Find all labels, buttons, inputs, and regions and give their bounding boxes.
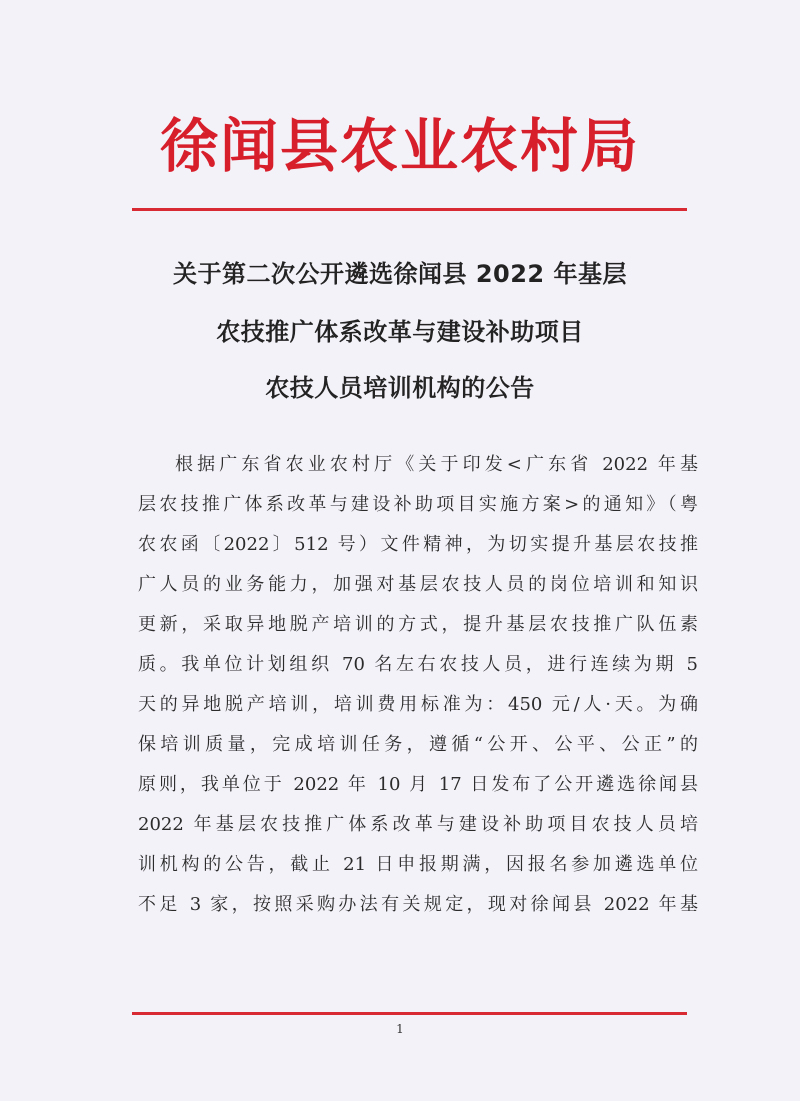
body-line-9: 原则，我单位于 2022 年 10 月 17 日发布了公开遴选徐闻县: [138, 774, 698, 795]
body-line-12: 不足 3 家，按照采购办法有关规定，现对徐闻县 2022 年基: [138, 894, 698, 915]
body-line-7: 天的异地脱产培训，培训费用标准为：450 元/人·天。为确: [138, 694, 698, 715]
agency-letterhead: 徐闻县农业农村局: [159, 112, 640, 180]
notice-title-line-3: 农技人员培训机构的公告: [265, 374, 535, 402]
body-line-5: 更新，采取异地脱产培训的方式，提升基层农技推广队伍素: [138, 614, 698, 635]
page-number: 1: [396, 1022, 404, 1036]
body-line-6: 质。我单位计划组织 70 名左右农技人员，进行连续为期 5: [138, 654, 698, 675]
body-line-8: 保培训质量，完成培训任务，遵循“公开、公平、公正”的: [138, 734, 698, 755]
body-line-10: 2022 年基层农技推广体系改革与建设补助项目农技人员培: [138, 814, 698, 835]
body-line-4: 广人员的业务能力，加强对基层农技人员的岗位培训和知识: [138, 574, 698, 595]
notice-title-line-1: 关于第二次公开遴选徐闻县 2022 年基层: [172, 260, 627, 288]
notice-title-line-2: 农技推广体系改革与建设补助项目: [216, 318, 584, 346]
body-line-2: 层农技推广体系改革与建设补助项目实施方案>的通知》（粤: [138, 494, 698, 515]
body-line-3: 农农函〔2022〕512 号）文件精神，为切实提升基层农技推: [138, 534, 698, 555]
letterhead-red-rule: [132, 208, 687, 211]
body-line-1: 根据广东省农业农村厅《关于印发<广东省 2022 年基: [175, 454, 698, 475]
footer-red-rule: [132, 1012, 687, 1015]
body-line-11: 训机构的公告，截止 21 日申报期满，因报名参加遴选单位: [138, 854, 698, 875]
